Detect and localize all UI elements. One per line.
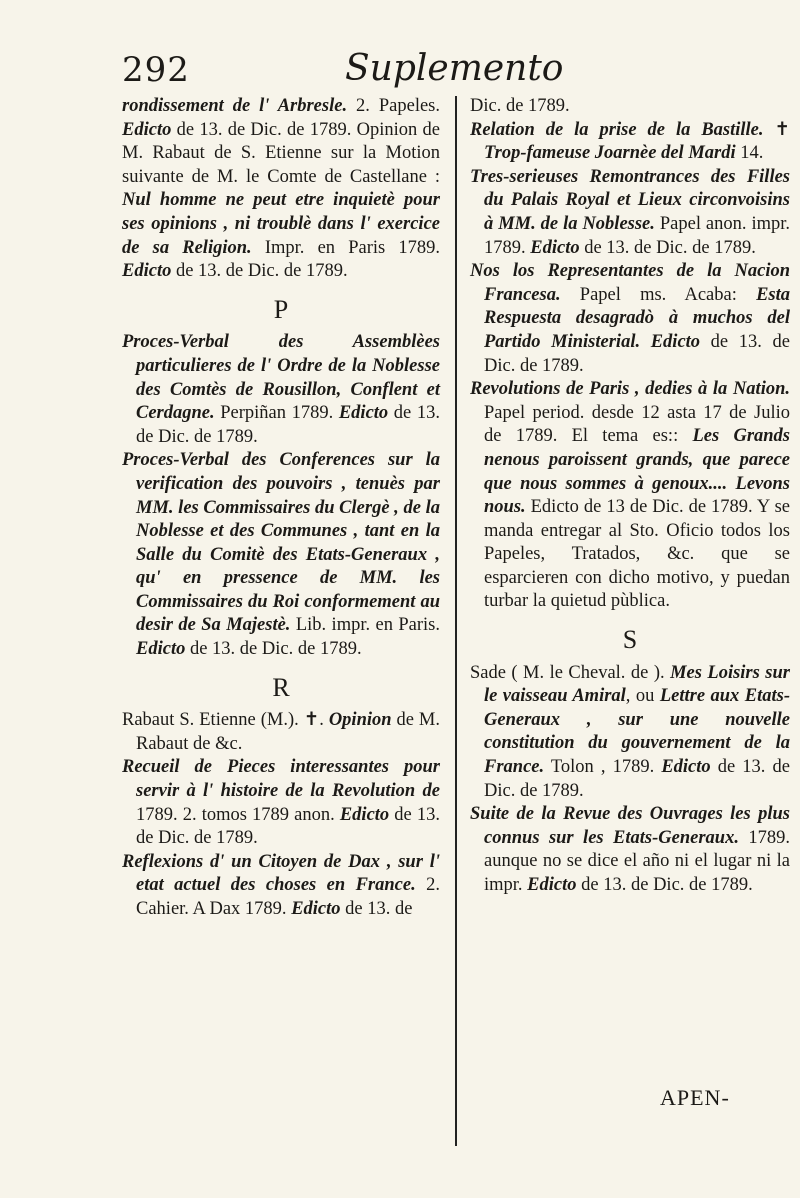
entry-title-text: Esta Respuesta desagradò à muchos del Partido Ministerial. Edicto — [484, 284, 790, 352]
entry-title-text: Edicto — [338, 403, 389, 424]
entry-title-text: Edicto — [122, 261, 172, 282]
catalog-entry — [470, 662, 790, 804]
entry-text: Papel period. desde 12 asta 17 de Julio de 1789. El tema es:: — [484, 402, 790, 447]
entry-text: Edicto de 13 de Dic. de 1789. Y se manda entregar al Sto. Oficio todos los Papeles, Tratados, &c. que se esparcieren con dicho motivo, y puedan turbar la quietud pùblica. — [484, 497, 790, 612]
entry-text: 2. Papeles. — [347, 96, 441, 116]
entry-title-text: Edicto — [136, 639, 186, 660]
entry-text: de M. Rabaut de &c. — [136, 710, 440, 754]
entry-title-text: Lettre aux Etats-Generaux , sur une nouvelle constitution du gouvernement de la France. — [484, 686, 790, 778]
entry-text: 1789. aunque no se dice el año ni el lugar ni la impr. — [484, 827, 790, 895]
left-column — [122, 95, 440, 922]
entry-text: 1789. 2. tomos 1789 anon. — [136, 804, 340, 825]
entry-text: de 13. de Dic. de 1789. Opinion de M. Rabaut de S. Etienne sur la Motion suivante de M. le Comte de Castellane : — [122, 119, 440, 187]
entry-title-text: Mes Loisirs sur le vaisseau Amiral — [484, 662, 790, 707]
entry-title-text: Suite de la Revue des Ouvrages les plus connus sur les Etats-Generaux. — [470, 804, 790, 848]
entry-title-text: Edicto — [527, 875, 577, 895]
catalog-entry — [470, 260, 790, 378]
catalog-entry — [122, 851, 440, 922]
entry-text: Sade ( M. le Cheval. de ). — [470, 662, 671, 683]
page-number: 292 — [122, 50, 190, 90]
entry-text: de 13. de Dic. de 1789. — [171, 261, 348, 282]
section-letter: S — [622, 625, 638, 655]
entry-text: de 13. de — [340, 899, 413, 919]
entry-title-text: Les Grands nenous paroissent grands, que parece que nous sommes à genoux.... Levons nous. — [484, 426, 791, 518]
entry-text: Perpiñan 1789. — [214, 403, 339, 424]
entry-title-text: Proces-Verbal des Assemblèes particulieres de l' Ordre de la Noblesse des Comtès de Rousillon, Conflent et Cerdagne. — [122, 332, 440, 424]
entry-title-text: Recueil de Pieces interessantes pour servir à l' histoire de la Revolution de — [122, 757, 440, 802]
catalog-entry — [470, 119, 790, 166]
entry-text: de 13. de Dic. de 1789. — [576, 875, 753, 895]
entry-text: Tolon , 1789. — [544, 757, 662, 778]
catalog-entry — [122, 95, 440, 284]
entry-text: , ou — [625, 686, 660, 707]
entry-text: de 13. de Dic. de 1789. — [185, 639, 362, 660]
catchword: APEN- — [660, 1085, 730, 1110]
entry-title-text: Relation de la prise de la Bastille. — [470, 119, 764, 140]
entry-title-text: Nos los Representantes de la Nacion Francesa. — [470, 261, 790, 305]
entry-title-text: Edicto — [530, 237, 580, 258]
entry-text: de 13. de Dic. de 1789. — [136, 403, 440, 447]
right-column — [470, 95, 790, 898]
entry-title-text: Edicto — [661, 757, 711, 778]
catalog-entry — [470, 803, 790, 897]
entry-title-text: Tres-serieuses Remontrances des Filles du Palais Royal et Lieux circonvoisins à MM. de la Noblesse. — [470, 166, 790, 234]
catalog-entry — [470, 95, 790, 119]
entry-text: de 13. de Dic. de 1789. — [484, 757, 790, 801]
entry-title-text: Revolutions de Paris , dedies à la Nation. — [470, 379, 790, 400]
entry-title-text: Nul homme ne peut etre inquietè pour ses opinions , ni troublè dans l' exercice de sa Religion. — [122, 190, 440, 258]
entry-title-text: Edicto — [291, 899, 341, 919]
entry-title-text: Edicto — [122, 119, 172, 140]
entry-title-text: Edicto — [339, 804, 390, 825]
entry-text: de 13. de Dic. de 1789. — [136, 804, 440, 849]
entry-text: de 13. de Dic. de 1789. — [579, 237, 756, 258]
entry-text: 2. Cahier. A Dax 1789. — [136, 875, 440, 919]
section-letter: R — [272, 672, 290, 702]
catalog-entry — [122, 331, 440, 449]
column-divider — [455, 96, 457, 1146]
running-title: Suplemento — [345, 48, 564, 89]
entry-text: 14. — [735, 143, 764, 164]
catalog-entry — [122, 756, 440, 850]
entry-text: de 13. de Dic. de 1789. — [484, 331, 790, 376]
section-letter: P — [273, 294, 289, 324]
entry-text: Impr. en Paris 1789. — [251, 237, 441, 258]
entry-text: Lib. impr. en Paris. — [290, 615, 440, 636]
entry-text: Dic. de 1789. — [470, 96, 570, 116]
entry-title-text: rondissement de l' Arbresle. — [122, 96, 348, 116]
entry-text: Papel anon. impr. 1789. — [484, 213, 791, 258]
entry-text: Papel ms. Acaba: — [560, 284, 757, 305]
catalog-entry — [470, 378, 790, 614]
entry-text: ✝ — [763, 119, 790, 140]
entry-title-text: Reflexions d' un Citoyen de Dax , sur l' etat actuel des choses en France. — [122, 851, 440, 896]
entry-text: Rabaut S. Etienne (M.). ✝. — [122, 710, 329, 731]
catalog-entry — [470, 166, 790, 260]
entry-title-text: Proces-Verbal des Conferences sur la verification des pouvoirs , tenuès par MM. les Commissaires du Clergè , de la Noblesse et des Communes , tant en la Salle du Comitè des Etats-Generaux , qu' en pressence de MM. les Commissaires du Roi conformement au desir de Sa Majestè. — [122, 450, 440, 636]
catalog-entry — [122, 449, 440, 661]
entry-title-text: Opinion — [328, 710, 392, 731]
catalog-entry — [122, 709, 440, 756]
page-header — [0, 50, 800, 96]
entry-title-text: Trop-fameuse Joarnèe del Mardi — [484, 143, 736, 164]
